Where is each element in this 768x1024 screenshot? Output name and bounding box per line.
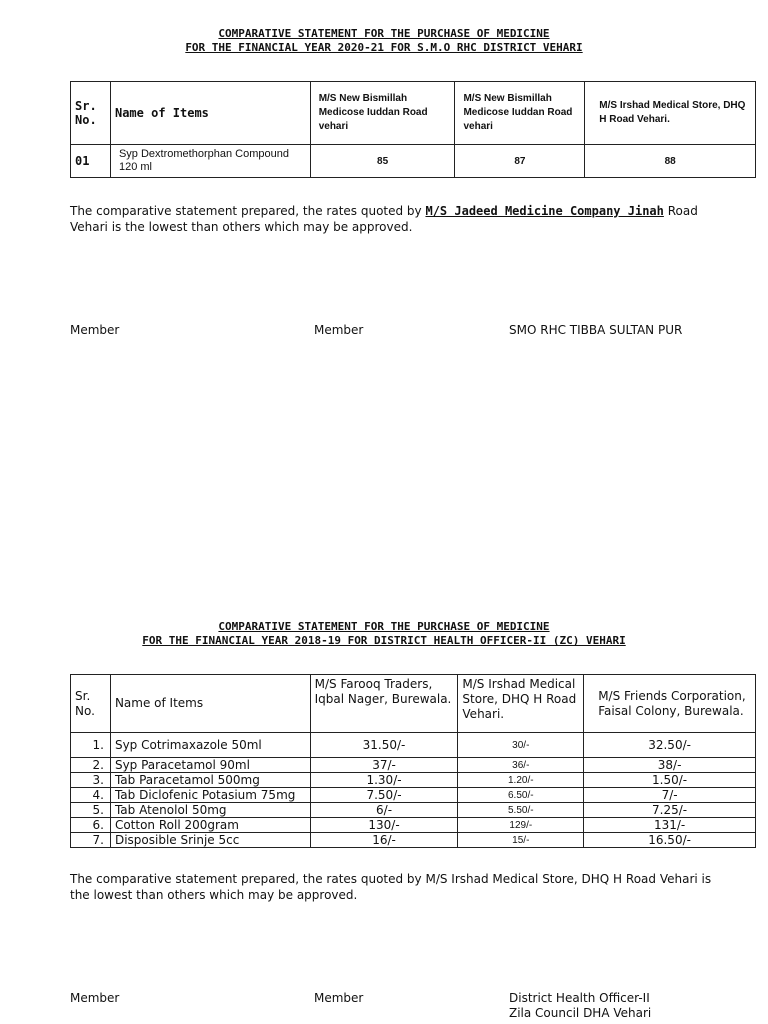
cell-value: 85 (310, 145, 455, 178)
cell-value: 130/- (310, 818, 458, 833)
cell-sr: 5. (71, 803, 111, 818)
section1-title-line2: FOR THE FINANCIAL YEAR 2020-21 FOR S.M.O RHC DISTRICT VEHARI (185, 41, 583, 54)
signature-dho-office: Zila Council DHA Vehari (509, 1006, 652, 1020)
section2-statement: The comparative statement prepared, the rates quoted by M/S Irshad Medical Store, DHQ H Road Vehari is the lowest than others which may be approved. (70, 872, 712, 902)
cell-value: 129/- (458, 818, 584, 833)
cell-item-name: Tab Diclofenic Potasium 75mg (110, 788, 310, 803)
cell-value: 5.50/- (458, 803, 584, 818)
cell-value: 30/- (458, 733, 584, 758)
header-vendor-1: M/S New Bismillah Medicose Iuddan Road vehari (310, 82, 455, 145)
cell-value: 36/- (458, 758, 584, 773)
cell-sr: 4. (71, 788, 111, 803)
table-row (71, 733, 756, 758)
section1-statement (70, 203, 730, 235)
table-row (71, 803, 756, 818)
table-row (71, 788, 756, 803)
section2-table (70, 674, 756, 848)
signature-dho-title: District Health Officer-II (509, 991, 650, 1005)
cell-value: 16.50/- (584, 833, 756, 848)
section1-title-line1: COMPARATIVE STATEMENT FOR THE PURCHASE OF MEDICINE (218, 27, 550, 40)
cell-value: 7/- (584, 788, 756, 803)
header-name: Name of Items (110, 675, 310, 733)
cell-item-name: Disposible Srinje 5cc (110, 833, 310, 848)
header-vendor-3: M/S Friends Corporation, Faisal Colony, Burewala. (584, 675, 756, 733)
cell-item-name: Tab Paracetamol 500mg (110, 773, 310, 788)
cell-sr: 6. (71, 818, 111, 833)
statement-post: Road Vehari is the lowest than others which may be approved. (70, 204, 698, 234)
table-row (71, 773, 756, 788)
signature-member-1: Member (70, 323, 120, 337)
signature-member-2: Member (314, 323, 364, 337)
header-vendor-3: M/S Irshad Medical Store, DHQ H Road Vehari. (585, 82, 756, 145)
cell-value: 32.50/- (584, 733, 756, 758)
signature-member-2: Member (314, 991, 364, 1005)
header-vendor-2: M/S Irshad Medical Store, DHQ H Road Vehari. (458, 675, 584, 733)
cell-value: 1.50/- (584, 773, 756, 788)
header-vendor-1: M/S Farooq Traders, Iqbal Nager, Burewala. (310, 675, 458, 733)
cell-sr: 1. (71, 733, 111, 758)
section2-title-line2: FOR THE FINANCIAL YEAR 2018-19 FOR DISTRICT HEALTH OFFICER-II (ZC) VEHARI (142, 634, 626, 647)
section1-table (70, 81, 756, 178)
cell-value: 15/- (458, 833, 584, 848)
section2-title-line1: COMPARATIVE STATEMENT FOR THE PURCHASE OF MEDICINE (218, 620, 550, 633)
cell-value: 31.50/- (310, 733, 458, 758)
table-row (71, 818, 756, 833)
header-vendor-2: M/S New Bismillah Medicose Iuddan Road vehari (455, 82, 585, 145)
cell-item-name: Tab Atenolol 50mg (110, 803, 310, 818)
cell-value: 88 (585, 145, 756, 178)
cell-item-name: Syp Paracetamol 90ml (110, 758, 310, 773)
table-row (71, 758, 756, 773)
cell-item-name: Syp Cotrimaxazole 50ml (110, 733, 310, 758)
cell-item-name: Cotton Roll 200gram (110, 818, 310, 833)
cell-value: 38/- (584, 758, 756, 773)
signature-smo: SMO RHC TIBBA SULTAN PUR (509, 323, 683, 337)
cell-sr: 7. (71, 833, 111, 848)
cell-sr: 3. (71, 773, 111, 788)
table-header-row (71, 675, 756, 733)
table-row (71, 145, 756, 178)
header-sr: Sr. No. (71, 82, 111, 145)
statement-company: M/S Jadeed Medicine Company Jinah (425, 204, 664, 218)
cell-value: 6.50/- (458, 788, 584, 803)
table-header-row (71, 82, 756, 145)
cell-sr: 2. (71, 758, 111, 773)
cell-value: 7.25/- (584, 803, 756, 818)
header-sr: Sr. No. (71, 675, 111, 733)
cell-value: 37/- (310, 758, 458, 773)
cell-sr: 01 (71, 145, 111, 178)
cell-value: 131/- (584, 818, 756, 833)
header-name: Name of Items (110, 82, 310, 145)
cell-value: 1.30/- (310, 773, 458, 788)
cell-value: 7.50/- (310, 788, 458, 803)
cell-value: 6/- (310, 803, 458, 818)
cell-item-name: Syp Dextromethorphan Compound 120 ml (110, 145, 310, 178)
cell-value: 1.20/- (458, 773, 584, 788)
cell-value: 87 (455, 145, 585, 178)
cell-value: 16/- (310, 833, 458, 848)
table-row (71, 833, 756, 848)
signature-member-1: Member (70, 991, 120, 1005)
statement-pre: The comparative statement prepared, the rates quoted by (70, 204, 426, 218)
